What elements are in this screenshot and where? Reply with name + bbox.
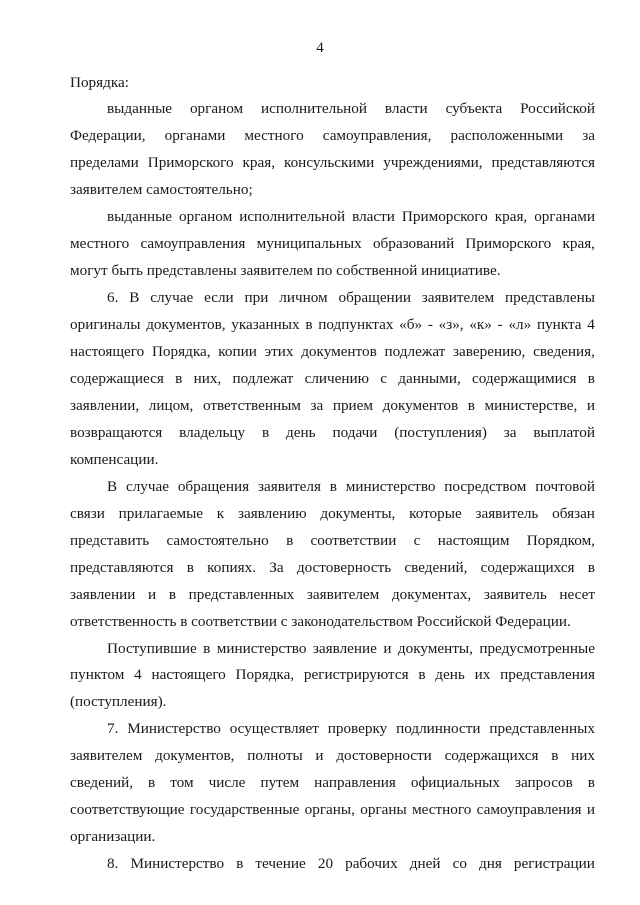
text-line: ответственность в соответствии с законодательством Российской Федерации. xyxy=(70,613,571,630)
text-line: выданные органом исполнительной власти субъекта Российской xyxy=(107,100,595,117)
text-line: настоящего Порядка, копии этих документов подлежат заверению, сведения, xyxy=(70,343,595,360)
text-line: пунктом 4 настоящего Порядка, регистрируются в день их представления xyxy=(70,666,595,683)
text-line: 6. В случае если при личном обращении заявителем представлены xyxy=(107,289,595,306)
text-line: выданные органом исполнительной власти Приморского края, органами xyxy=(107,208,595,225)
text-line: В случае обращения заявителя в министерство посредством почтовой xyxy=(107,478,595,495)
text-line: Порядка: xyxy=(70,74,129,91)
text-line: представляются в копиях. За достоверность сведений, содержащихся в xyxy=(70,559,595,576)
text-line: компенсации. xyxy=(70,451,159,468)
text-line: заявителем самостоятельно; xyxy=(70,181,253,198)
text-line: пределами Приморского края, консульскими учреждениями, представляются xyxy=(70,154,595,171)
text-line: 8. Министерство в течение 20 рабочих дней со дня регистрации xyxy=(107,855,595,872)
text-line: Федерации, органами местного самоуправления, расположенными за xyxy=(70,127,595,144)
text-line: связи прилагаемые к заявлению документы, которые заявитель обязан xyxy=(70,505,595,522)
text-line: местного самоуправления муниципальных образований Приморского края, xyxy=(70,235,595,252)
text-line: содержащиеся в них, подлежат сличению с данными, содержащимися в xyxy=(70,370,595,387)
text-line: организации. xyxy=(70,828,156,845)
text-line: (поступления). xyxy=(70,693,167,710)
text-line: заявителем документов, полноты и достоверности содержащихся в них xyxy=(70,747,595,764)
text-line: оригиналы документов, указанных в подпунктах «б» - «з», «к» - «л» пункта 4 xyxy=(70,316,595,333)
text-line: 7. Министерство осуществляет проверку подлинности представленных xyxy=(107,720,595,737)
text-line: заявлении, лицом, ответственным за прием документов в министерстве, и xyxy=(70,397,595,414)
page-number: 4 xyxy=(316,40,324,56)
text-line: возвращаются владельцу в день подачи (поступления) за выплатой xyxy=(70,424,595,441)
text-line: представить самостоятельно в соответствии с настоящим Порядком, xyxy=(70,532,595,549)
text-line: могут быть представлены заявителем по собственной инициативе. xyxy=(70,262,501,279)
text-line: соответствующие государственные органы, органы местного самоуправления и xyxy=(70,801,595,818)
text-line: Поступившие в министерство заявление и документы, предусмотренные xyxy=(107,640,595,657)
text-line: заявлении и в представленных заявителем документах, заявитель несет xyxy=(70,586,595,603)
text-line: сведений, в том числе путем направления официальных запросов в xyxy=(70,774,595,791)
